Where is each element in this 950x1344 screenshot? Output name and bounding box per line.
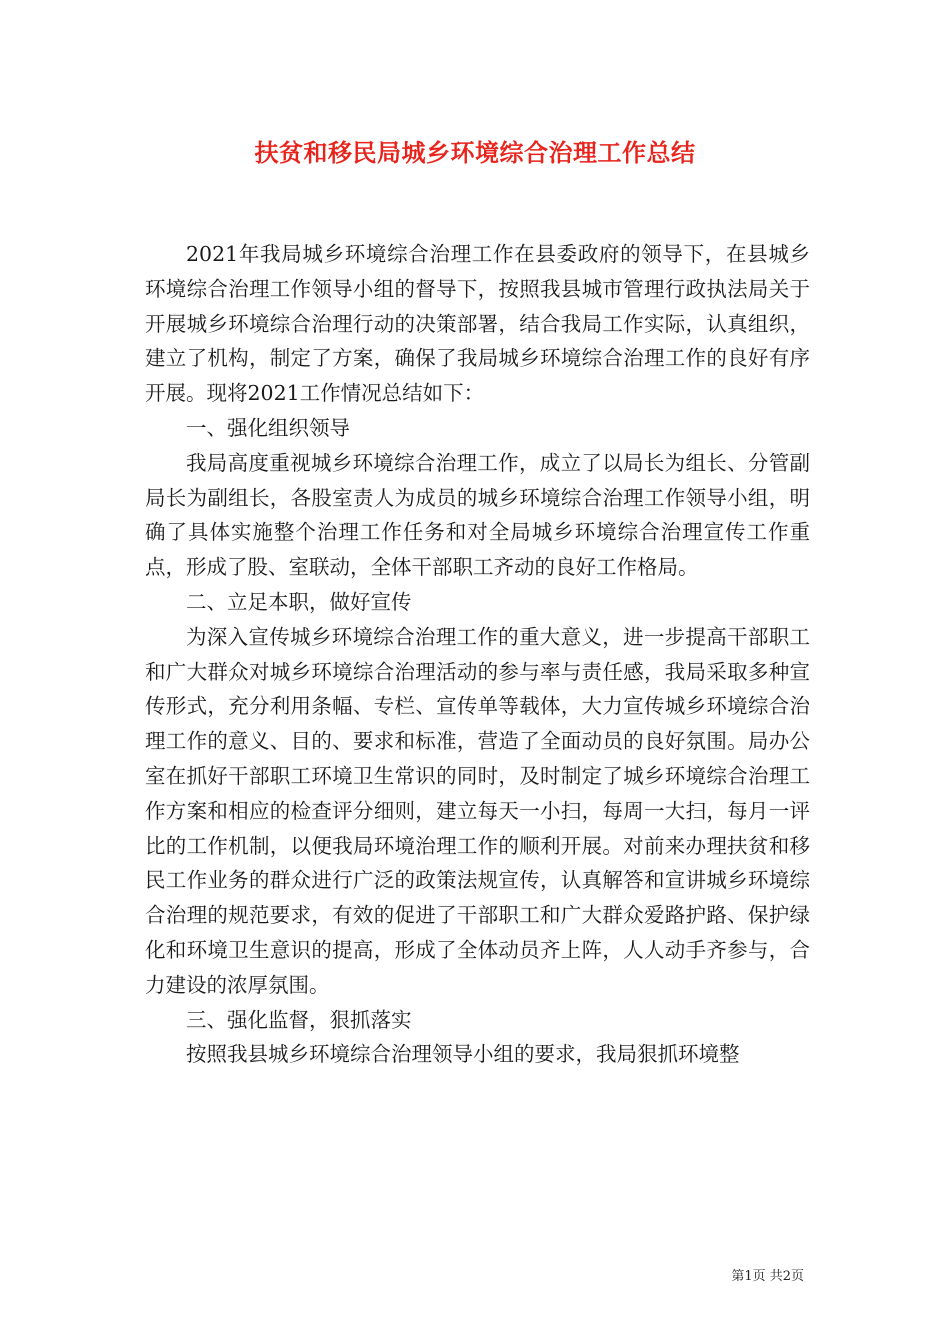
paragraph-section-3: 按照我县城乡环境综合治理领导小组的要求，我局狠抓环境整 bbox=[186, 1042, 740, 1067]
document-body bbox=[145, 237, 810, 1072]
page-number: 第1页 共2页 bbox=[731, 1269, 804, 1284]
section-heading-2: 二、立足本职，做好宣传 bbox=[186, 589, 412, 614]
section-heading-1: 一、强化组织领导 bbox=[186, 415, 350, 440]
section-heading-3: 三、强化监督，狠抓落实 bbox=[186, 1007, 412, 1032]
paragraph-intro: 2021年我局城乡环境综合治理工作在县委政府的领导下，在县城乡环境综合治理工作领导小组的督导下，按照我县城市管理行政执法局关于开展城乡环境综合治理行动的决策部署，结合我局工作实际，认真组织，建立了机构，制定了方案，确保了我局城乡环境综合治理工作的良好有序开展。现将2021工作情况总结如下： bbox=[145, 242, 810, 406]
paragraph-section-1: 我局高度重视城乡环境综合治理工作，成立了以局长为组长、分管副局长为副组长，各股室责人为成员的城乡环境综合治理工作领导小组，明确了具体实施整个治理工作任务和对全局城乡环境综合治理宣传工作重点，形成了股、室联动，全体干部职工齐动的良好工作格局。 bbox=[145, 450, 810, 580]
paragraph-section-2: 为深入宣传城乡环境综合治理工作的重大意义，进一步提高干部职工和广大群众对城乡环境综合治理活动的参与率与责任感，我局采取多种宣传形式，充分利用条幅、专栏、宣传单等载体，大力宣传城乡环境综合治理工作的意义、目的、要求和标准，营造了全面动员的良好氛围。局办公室在抓好干部职工环境卫生常识的同时，及时制定了城乡环境综合治理工作方案和相应的检查评分细则，建立每天一小扫，每周一大扫，每月一评比的工作机制，以便我局环境治理工作的顺利开展。对前来办理扶贫和移民工作业务的群众进行广泛的政策法规宣传，认真解答和宣讲城乡环境综合治理的规范要求，有效的促进了干部职工和广大群众爱路护路、保护绿化和环境卫生意识的提高，形成了全体动员齐上阵，人人动手齐参与，合力建设的浓厚氛围。 bbox=[145, 624, 810, 997]
document-title: 扶贫和移民局城乡环境综合治理工作总结 bbox=[254, 138, 696, 167]
